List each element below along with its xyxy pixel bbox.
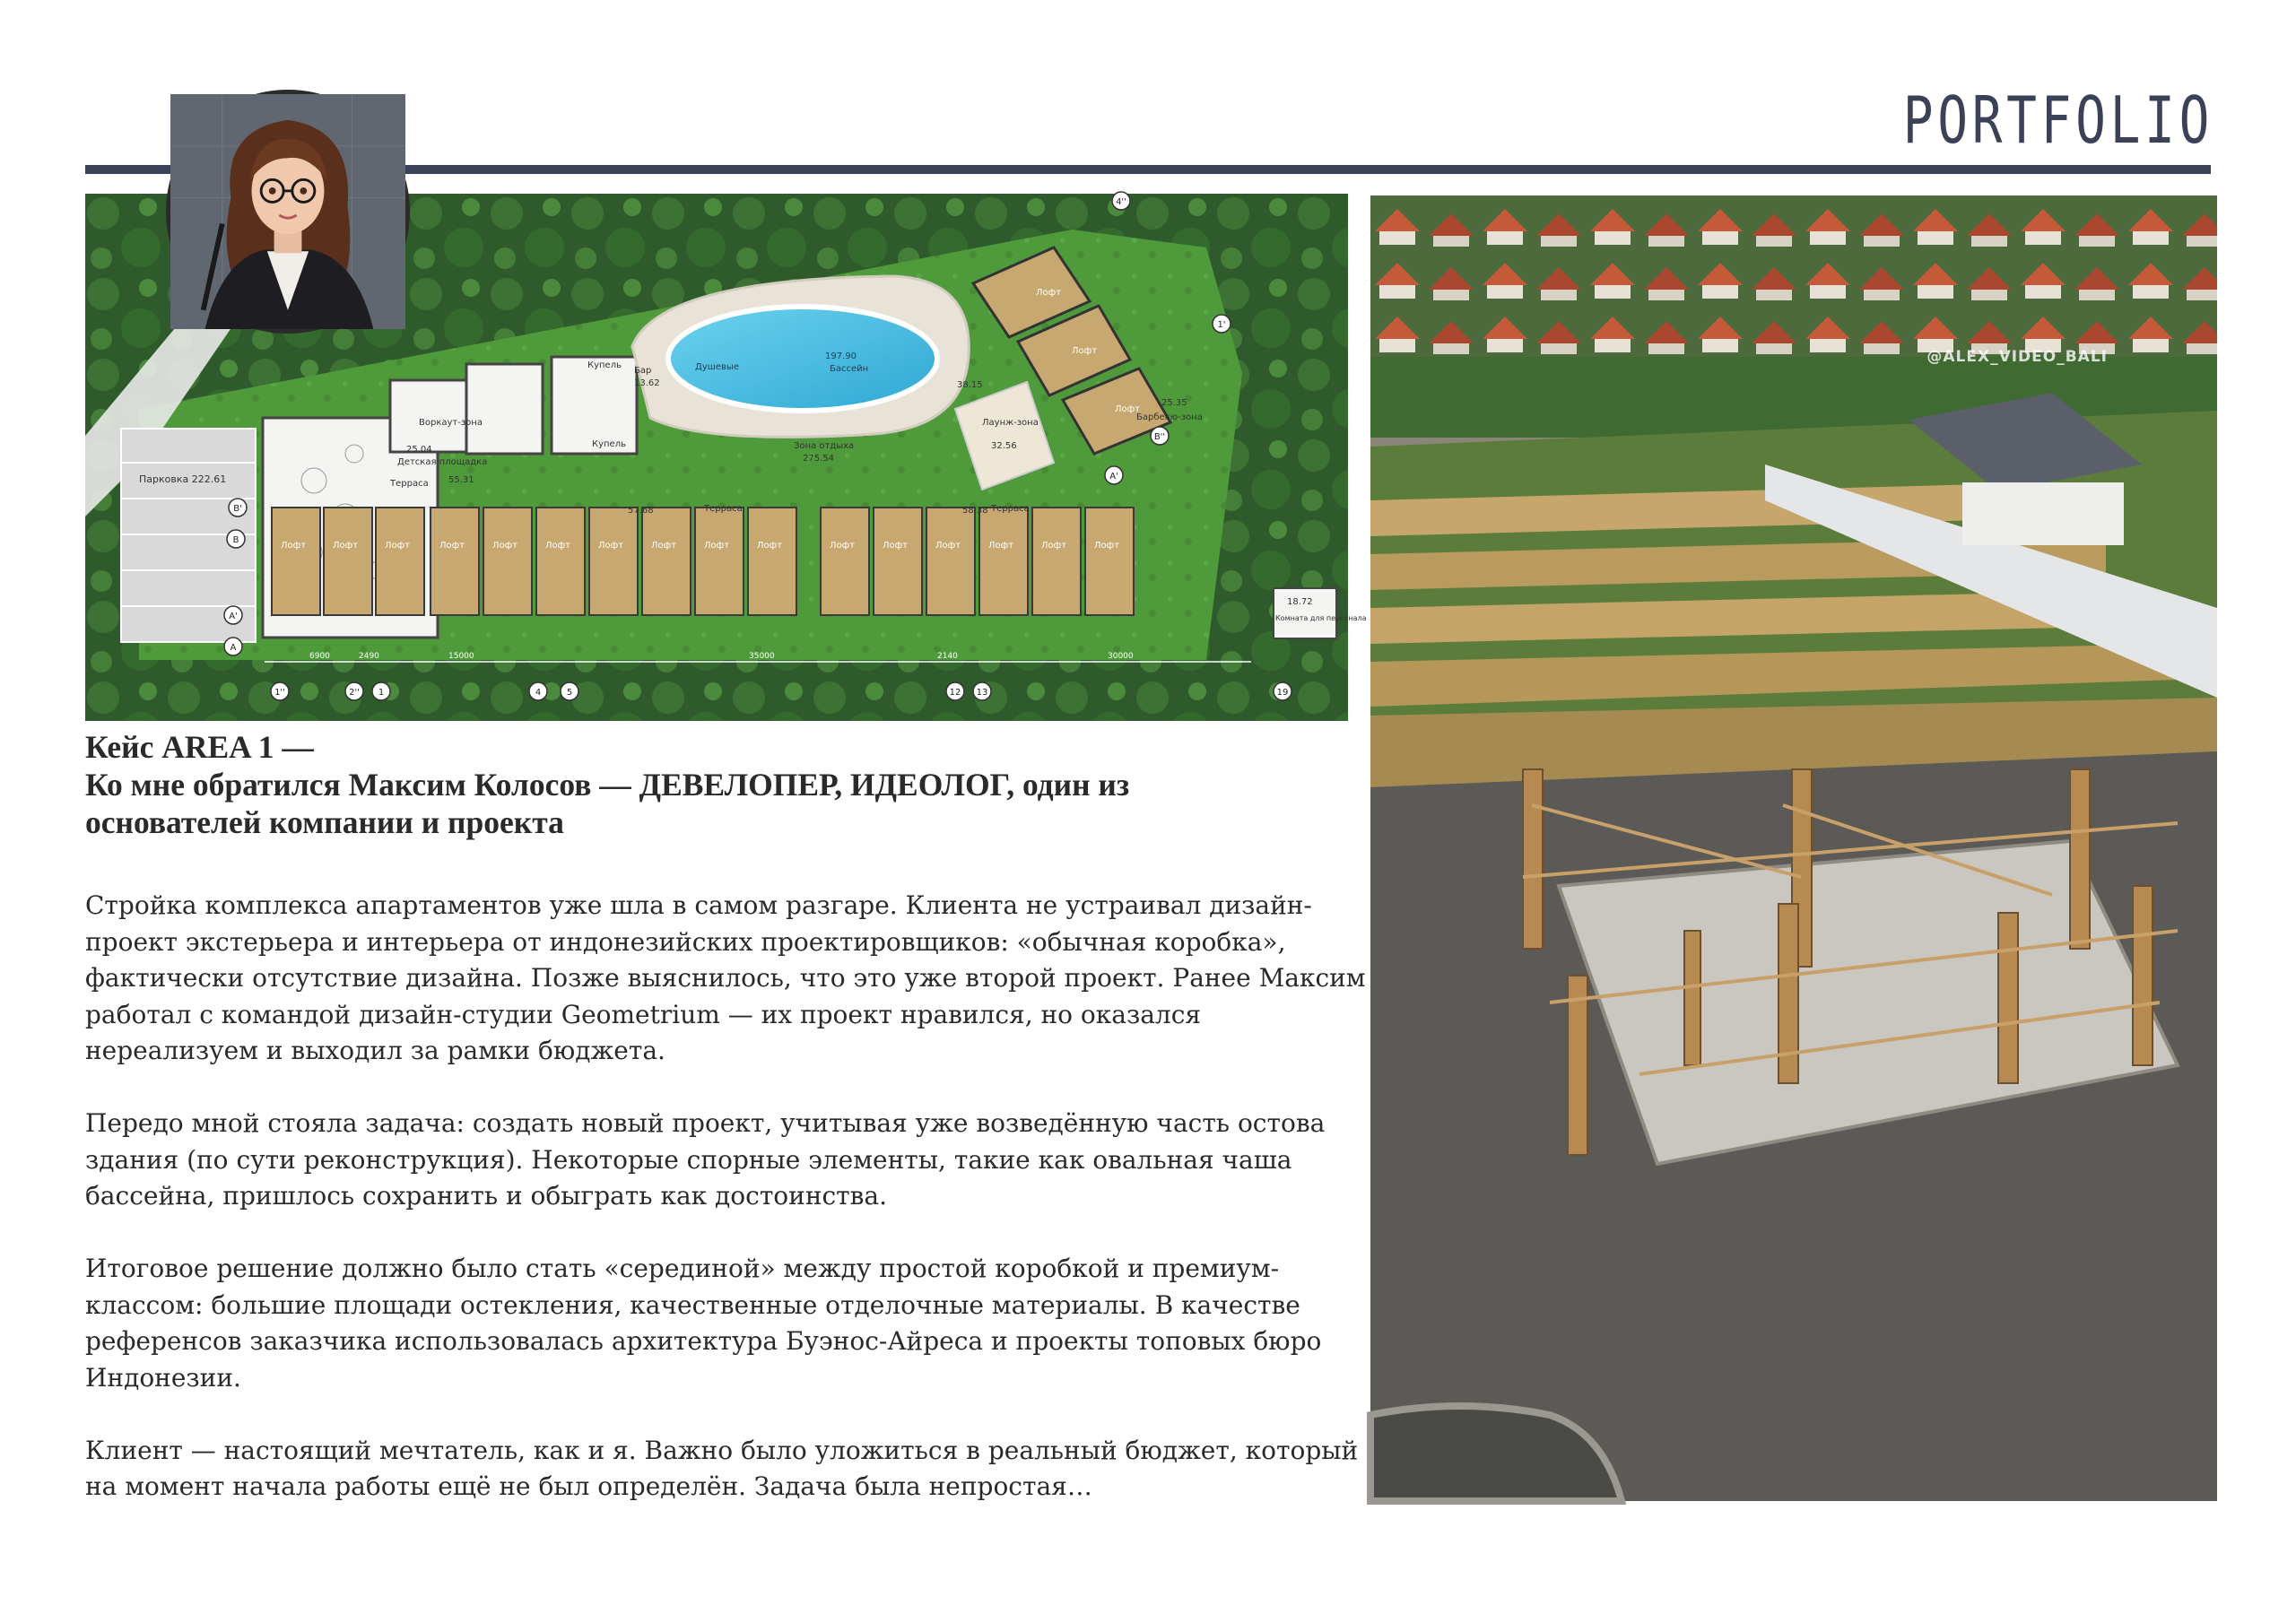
loft-unit (1032, 508, 1081, 615)
case-subtitle-line-1: Ко мне обратился Максим Колосов — ДЕВЕЛОПЕР, ИДЕОЛОГ, один из (85, 767, 1130, 803)
designer-avatar (166, 90, 410, 334)
kids-label: Детская площадка (397, 457, 488, 467)
loft-unit-label: Лофт (1094, 541, 1120, 551)
case-description (85, 888, 1368, 1506)
loft-unit-label: Лофт (281, 541, 307, 551)
workout-label: Воркаут-зона (419, 418, 483, 428)
area-label-4: 58.38 (962, 506, 988, 516)
lounge-area-label: 32.56 (991, 441, 1017, 451)
loft-unit (536, 508, 585, 615)
loft-unit (979, 508, 1028, 615)
kupel-label-2: Купель (592, 439, 626, 449)
loft-unit (376, 508, 424, 615)
portfolio-title: PORTFOLIO (1902, 82, 2213, 158)
loft-unit (821, 508, 869, 615)
pool-area-label: 197.90 (825, 352, 857, 361)
loft-unit (272, 508, 320, 615)
num-label-4: 4 (535, 688, 542, 698)
axis-label-a1: A' (229, 612, 238, 621)
shower-label: Душевые (695, 362, 739, 372)
pool-label: Бассейн (830, 364, 869, 374)
paragraph-4: Клиент — настоящий мечтатель, как и я. Важно было уложиться в реальный бюджет, который на момент начала работы ещё не был определён. Задача была непростая… (85, 1435, 1359, 1501)
area-label-1: 25.04 (406, 445, 432, 455)
area-label-3: 57.68 (628, 506, 654, 516)
num-label-8: 19 (1276, 688, 1289, 698)
loft-unit-label: Лофт (704, 541, 730, 551)
loft-unit-label: Лофт (545, 541, 571, 551)
parking-label: Парковка 222.61 (139, 473, 227, 485)
area-label-8: 13.62 (634, 378, 660, 388)
case-title: Кейс AREA 1 — (85, 729, 314, 765)
loft-unit-label: Лофт (492, 541, 518, 551)
loft-unit (642, 508, 691, 615)
staff-room-label: Комната для персонала (1275, 614, 1367, 622)
loft-unit (926, 508, 975, 615)
loft-unit-label: Лофт (883, 541, 909, 551)
dim-label-1: 6900 (309, 652, 330, 661)
terrace-label-3: Терраса (991, 504, 1030, 514)
loft-unit (748, 508, 796, 615)
photo-watermark: @ALEX_VIDEO_BALI (1926, 348, 2108, 366)
axis-label-b2: B'' (1153, 432, 1166, 442)
bar-label: Бар (634, 366, 652, 376)
loft-unit-label: Лофт (333, 541, 359, 551)
loft-unit-label: Лофт (988, 541, 1014, 551)
loft-unit (1085, 508, 1134, 615)
case-subtitle-line-2: основателей компании и проекта (85, 804, 564, 840)
dim-label-3: 15000 (448, 652, 474, 661)
loft-unit-label: Лофт (385, 541, 411, 551)
num-label-7: 13 (976, 688, 988, 698)
loft-unit (324, 508, 372, 615)
paragraph-3: Итоговое решение должно было стать «серединой» между простой коробкой и премиум-классом: большие площади остекления, качественные отделочные материалы. В качестве референсов заказчика использовалась архитектура Буэнос-Айреса и проекты топовых бюро Индонезии. (85, 1254, 1322, 1393)
num-label-2: 2'' (349, 688, 360, 698)
loft-unit-label: Лофт (651, 541, 677, 551)
rest-zone-label: Зона отдыха (794, 441, 855, 451)
num-label-6: 12 (949, 688, 961, 698)
num-label-9: 4'' (1116, 197, 1126, 207)
loft-unit-label: Лофт (1041, 541, 1067, 551)
area-label-2: 55.31 (448, 475, 474, 485)
loft-unit-label: Лофт (935, 541, 961, 551)
loft-label-a: Лофт (1036, 288, 1062, 298)
kupel-label-1: Купель (587, 360, 622, 370)
axis-label-b1: B' (233, 504, 242, 514)
construction-site-aerial-photo (1370, 195, 2217, 1501)
woman-designer-portrait-icon (170, 94, 405, 329)
loft-label-c: Лофт (1115, 404, 1141, 414)
loft-unit-label: Лофт (757, 541, 783, 551)
axis-label-b: B (232, 535, 239, 545)
num-label-3: 1 (378, 688, 385, 698)
loft-unit (430, 508, 479, 615)
case-heading (85, 728, 1359, 841)
area-label-6: 18.72 (1287, 597, 1313, 607)
area-label-7: 38.15 (957, 380, 983, 390)
num-label-5: 5 (566, 688, 573, 698)
paragraph-1: Стройка комплекса апартаментов уже шла в самом разгаре. Клиента не устраивал дизайн-проект экстерьера и интерьера от индонезийских проектировщиков: «обычная коробка», фактически отсутствие дизайна. Позже выяснилось, что это уже второй проект. Ранее Максим работал с командой дизайн-студии Geometrium — их проект нравился, но оказался нереализуем и выходил за рамки бюджета. (85, 890, 1366, 1065)
loft-unit (695, 508, 744, 615)
rest-area-label: 275.54 (803, 454, 834, 464)
axis-label-a1-right: A' (1109, 472, 1118, 482)
loft-unit-label: Лофт (439, 541, 465, 551)
loft-unit (483, 508, 532, 615)
loft-unit (874, 508, 922, 615)
loft-unit-label: Лофт (830, 541, 856, 551)
area-label-5: 25.35 (1161, 398, 1187, 408)
loft-unit (589, 508, 638, 615)
bbq-label: Барбекю-зона (1136, 412, 1203, 422)
dim-label-6: 30000 (1108, 652, 1134, 661)
num-label-1: 1'' (274, 688, 285, 698)
dim-label-5: 2140 (937, 652, 958, 661)
axis-label-a: A (230, 643, 237, 653)
terrace-label-1: Терраса (390, 479, 429, 489)
loft-label-b: Лофт (1072, 346, 1098, 356)
lounge-label: Лаунж-зона (982, 418, 1039, 428)
dim-label-2: 2490 (359, 652, 379, 661)
terrace-label-2: Терраса (704, 504, 743, 514)
num-label-10: 1' (1217, 320, 1226, 330)
loft-unit-label: Лофт (598, 541, 624, 551)
dim-label-4: 35000 (749, 652, 775, 661)
paragraph-2: Передо мной стояла задача: создать новый проект, учитывая уже возведённую часть остова здания (по сути реконструкция). Некоторые спорные элементы, такие как овальная чаша бассейна, пришлось сохранить и обыграть как достоинства. (85, 1108, 1326, 1211)
